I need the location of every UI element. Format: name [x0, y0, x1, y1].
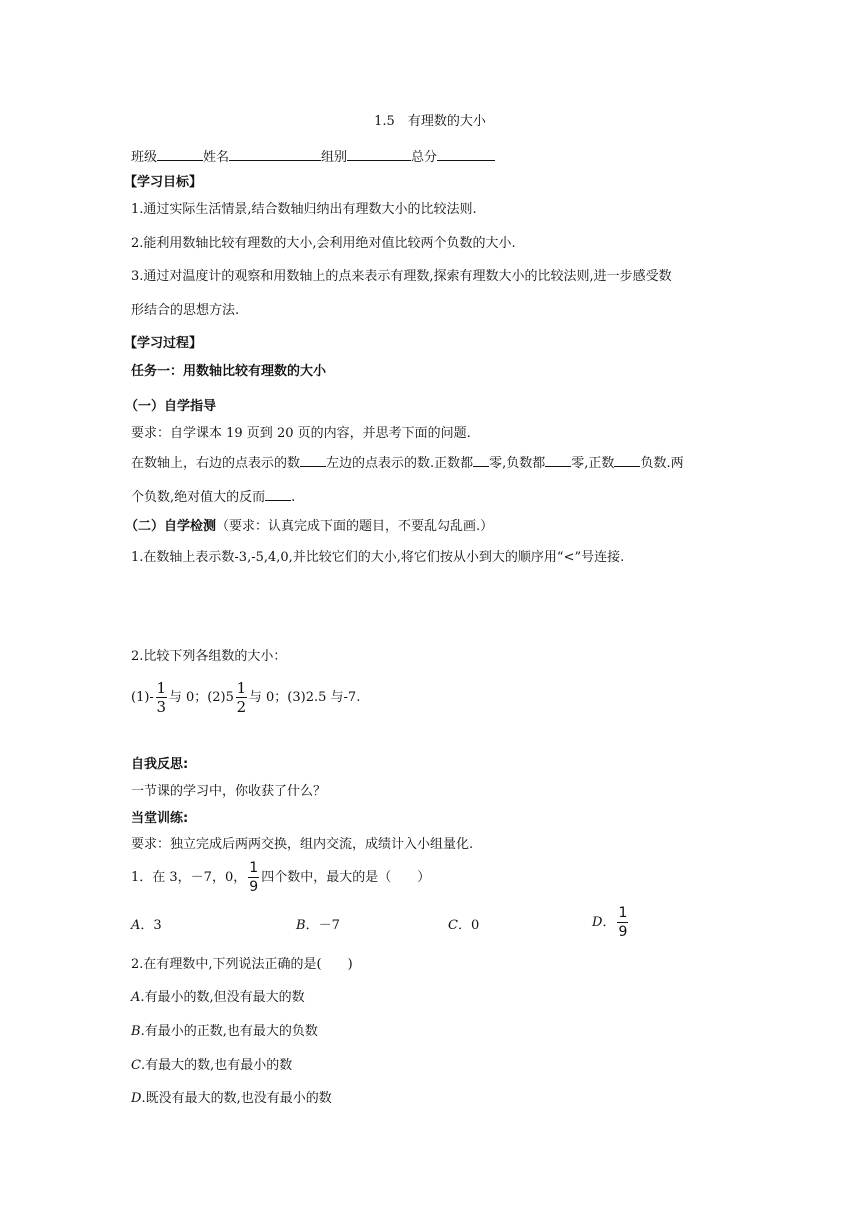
class-blank[interactable]: [157, 146, 203, 161]
fraction-numerator: 1: [618, 905, 628, 921]
question-text: 1．在 3，－7，0，: [131, 870, 247, 885]
part-text: (1)-: [131, 690, 154, 705]
fill-text: 零,负数都: [489, 456, 546, 471]
option-c[interactable]: [131, 1057, 292, 1075]
option-letter: B: [131, 1024, 141, 1039]
fraction-denominator: 9: [618, 924, 628, 940]
self-check-line: [125, 518, 493, 536]
goal-item-3: 3.通过对温度计的观察和用数轴上的点来表示有理数,探索有理数大小的比较法则,进一步感受数: [131, 269, 672, 284]
answer-blank[interactable]: [265, 486, 291, 501]
option-letter: A: [131, 918, 141, 933]
option-d[interactable]: [592, 903, 630, 943]
group-label: 组别: [321, 150, 348, 165]
fraction-one-half: [236, 679, 247, 716]
group-blank[interactable]: [347, 146, 411, 161]
fraction-one-third: [156, 679, 167, 716]
self-check-note: （要求：认真完成下面的题目，不要乱勾乱画.）: [216, 519, 494, 534]
goal-item-1: 1.通过实际生活情景,结合数轴归纳出有理数大小的比较法则.: [131, 202, 477, 217]
practice-heading: 当堂训练:: [131, 811, 189, 826]
option-letter: A: [131, 990, 141, 1005]
fill-text: 个负数,绝对值大的反而: [131, 490, 266, 505]
option-letter: D: [131, 1091, 142, 1106]
class-label: 班级: [131, 150, 158, 165]
goal-item-2: 2.能利用数轴比较有理数的大小,会利用绝对值比较两个负数的大小.: [131, 236, 516, 251]
option-text: ．: [602, 915, 616, 930]
question-1: 1.在数轴上表示数-3,-5,4,0,并比较它们的大小,将它们按从小到大的顺序用“<”号连接.: [131, 550, 625, 565]
task1-heading: 任务一：用数轴比较有理数的大小: [131, 364, 327, 379]
option-a[interactable]: [131, 989, 305, 1007]
self-guide-heading: （一）自学指导: [125, 399, 217, 414]
option-text: .有最大的数,也有最小的数: [140, 1058, 293, 1073]
fill-text: 在数轴上，右边的点表示的数: [131, 456, 301, 471]
option-b[interactable]: [296, 914, 340, 933]
fraction-numerator: 1: [236, 679, 247, 697]
goal-item-3-cont: 形结合的思想方法.: [131, 303, 240, 318]
fraction-numerator: 1: [249, 860, 259, 876]
fraction-denominator: 2: [236, 698, 247, 716]
part-text: 与 0；(2)5: [168, 690, 234, 705]
question-2-parts: [131, 677, 360, 719]
name-label: 姓名: [203, 150, 230, 165]
practice-question-2: 2.在有理数中,下列说法正确的是( ): [131, 957, 353, 972]
goals-heading: 【学习目标】: [124, 175, 203, 190]
fill-in-line-1: [131, 452, 684, 473]
practice-requirement: 要求：独立完成后两两交换，组内交流，成绩计入小组量化.: [131, 837, 474, 852]
question-text: 四个数中，最大的是（ ）: [261, 870, 431, 885]
reflection-text: 一节课的学习中，你收获了什么？: [131, 784, 327, 799]
answer-blank[interactable]: [473, 452, 489, 467]
practice-question-1: [131, 857, 430, 899]
option-text: ．0: [457, 918, 480, 933]
fraction-one-ninth: [617, 904, 628, 941]
answer-blank[interactable]: [300, 452, 326, 467]
option-text: .有最小的数,但没有最大的数: [140, 990, 305, 1005]
fill-text: 负数.两: [640, 456, 684, 471]
fraction-denominator: 3: [156, 698, 167, 716]
option-letter: C: [448, 918, 458, 933]
option-letter: D: [592, 915, 603, 930]
name-blank[interactable]: [229, 146, 321, 161]
reflection-heading: 自我反思:: [131, 757, 189, 772]
fraction-one-ninth: [248, 859, 259, 896]
question-2: 2.比较下列各组数的大小：: [131, 649, 287, 664]
fraction-numerator: 1: [156, 679, 167, 697]
option-a[interactable]: [131, 914, 162, 933]
option-text: ．－7: [305, 918, 340, 933]
option-text: .既没有最大的数,也没有最小的数: [141, 1091, 332, 1106]
score-blank[interactable]: [437, 146, 495, 161]
self-check-heading: （二）自学检测: [125, 519, 217, 534]
fraction-denominator: 9: [249, 879, 259, 895]
requirement-text: 要求：自学课本 19 页到 20 页的内容，并思考下面的问题.: [131, 426, 471, 441]
option-text: .有最小的正数,也有最大的负数: [140, 1024, 318, 1039]
fill-text: 左边的点表示的数.正数都: [326, 456, 474, 471]
answer-blank[interactable]: [545, 452, 571, 467]
process-heading: 【学习过程】: [124, 336, 203, 351]
option-letter: C: [131, 1058, 141, 1073]
option-c[interactable]: [448, 914, 479, 933]
answer-blank[interactable]: [614, 452, 640, 467]
page-title: 1.5 有理数的大小: [374, 114, 486, 129]
fill-text: 零,正数: [571, 456, 615, 471]
score-label: 总分: [411, 150, 438, 165]
fill-text: .: [291, 490, 296, 505]
student-info-row: [131, 146, 495, 167]
option-letter: B: [296, 918, 306, 933]
option-b[interactable]: [131, 1023, 318, 1041]
option-d[interactable]: [131, 1090, 332, 1108]
fill-in-line-2: [131, 486, 295, 507]
option-text: ．3: [140, 918, 162, 933]
part-text: 与 0；(3)2.5 与-7.: [248, 690, 361, 705]
